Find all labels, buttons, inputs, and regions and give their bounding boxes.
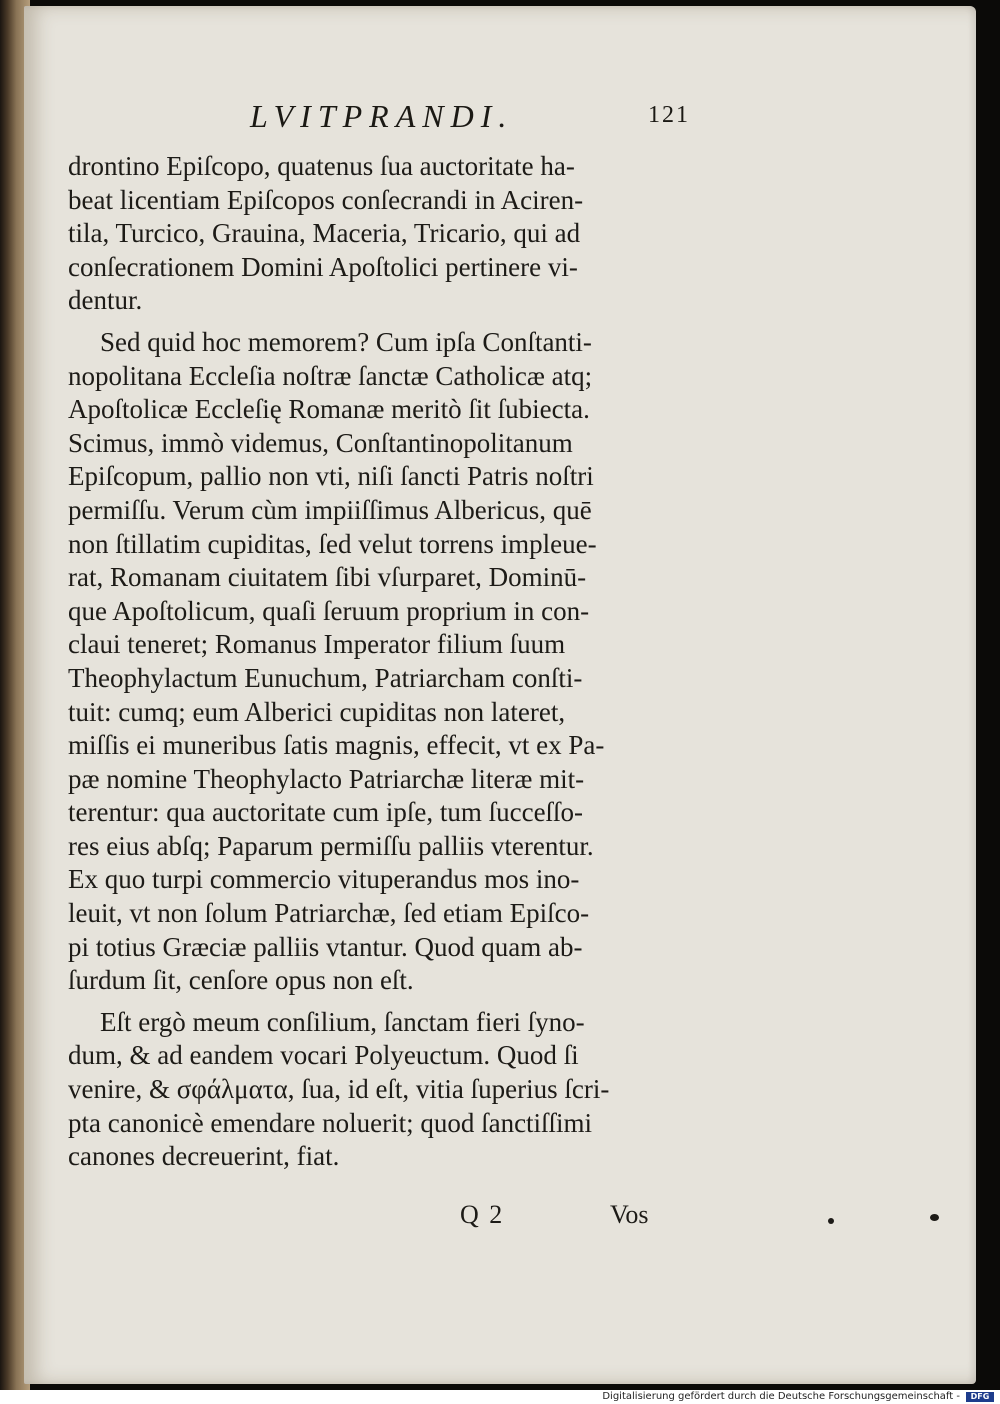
- text-line: Eſt ergò meum conſilium, ſanctam fieri ſyno-: [100, 1006, 585, 1037]
- text-line: venire, & σφάλματα, ſua, id eſt, vitia ſuperius ſcri-: [68, 1074, 610, 1105]
- text-line: non ſtillatim cupiditas, ſed velut torrens impleue-: [68, 528, 597, 559]
- text-line: tila, Turcico, Grauina, Maceria, Tricario, qui ad: [68, 218, 581, 249]
- text-line: tuit: cumq; eum Alberici cupiditas non lateret,: [68, 696, 566, 727]
- text-line: Ex quo turpi commercio vituperandus mos ino-: [68, 864, 580, 895]
- page-header: [250, 98, 690, 146]
- text-line: leuit, vt non ſolum Patriarchæ, ſed etiam Epiſco-: [68, 898, 590, 929]
- funding-credit: Digitalisierung gefördert durch die Deutsche Forschungsgemeinschaft -: [602, 1391, 960, 1402]
- credit-bar: [0, 1390, 1000, 1404]
- text-line: Sed quid hoc memorem? Cum ipſa Conſtanti-: [100, 326, 592, 357]
- text-line: canones decreuerint, fiat.: [68, 1141, 340, 1172]
- ink-speck: [930, 1214, 939, 1221]
- text-line: que Apoſtolicum, quaſi ſeruum proprium in con-: [68, 595, 590, 626]
- text-line: res eius abſq; Paparum permiſſu palliis vterentur.: [68, 830, 594, 861]
- text-line: Apoſtolicæ Eccleſię Romanæ meritò ſit ſubiecta.: [68, 394, 590, 425]
- text-line: Theophylactum Eunuchum, Patriarcham conſti-: [68, 662, 583, 693]
- text-line: rat, Romanam ciuitatem ſibi vſurparet, Dominū-: [68, 562, 587, 593]
- paragraph: [68, 326, 688, 998]
- text-line: miſſis ei muneribus ſatis magnis, effecit, vt ex Pa-: [68, 730, 605, 761]
- text-line: claui teneret; Romanus Imperator filium ſuum: [68, 629, 566, 660]
- text-line: drontino Epiſcopo, quatenus ſua auctoritate ha-: [68, 151, 575, 181]
- text-line: pi totius Græciæ palliis vtantur. Quod quam ab-: [68, 931, 583, 962]
- text-line: permiſſu. Verum cùm impiiſſimus Albericus, quē: [68, 494, 592, 525]
- text-line: Scimus, immò videmus, Conſtantinopolitanum: [68, 427, 573, 458]
- text-line: beat licentiam Epiſcopos conſecrandi in Aciren-: [68, 184, 584, 215]
- ink-speck: [828, 1218, 834, 1224]
- text-line: nopolitana Eccleſia noſtræ ſanctæ Catholicæ atq;: [68, 360, 593, 391]
- text-line: dentur.: [68, 285, 143, 316]
- catchword: Vos: [610, 1200, 649, 1229]
- text-line: dum, & ad eandem vocari Polyeuctum. Quod ſi: [68, 1040, 579, 1071]
- signature-mark: Q 2: [460, 1200, 505, 1229]
- paragraph: [68, 1006, 688, 1174]
- body-text: [68, 150, 688, 1174]
- text-line: pæ nomine Theophylacto Patriarchæ literæ mit-: [68, 763, 585, 794]
- text-line: conſecrationem Domini Apoſtolici pertinere vi-: [68, 251, 578, 282]
- page-number: 121: [648, 102, 690, 128]
- text-line: pta canonicè emendare noluerit; quod ſanctiſſimi: [68, 1107, 593, 1138]
- text-line: Epiſcopum, pallio non vti, niſi ſancti Patris noſtri: [68, 461, 594, 492]
- page-footer: [460, 1200, 960, 1240]
- paragraph: [68, 150, 688, 318]
- dfg-logo: DFG: [966, 1392, 994, 1402]
- text-line: ſurdum ſit, cenſore opus non eſt.: [68, 965, 414, 996]
- running-title: LVITPRANDI.: [250, 98, 514, 134]
- text-line: terentur: qua auctoritate cum ipſe, tum ſucceſſo-: [68, 797, 584, 828]
